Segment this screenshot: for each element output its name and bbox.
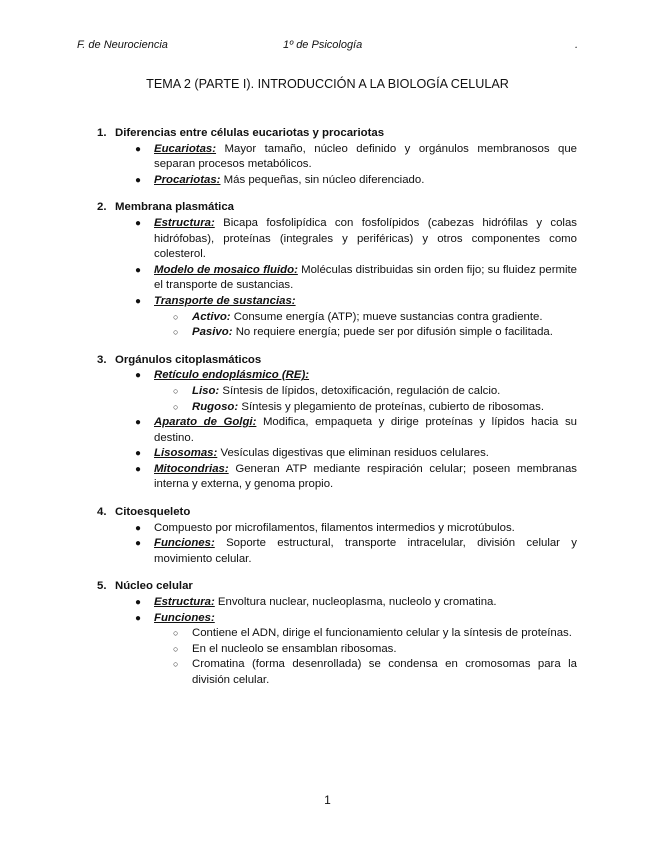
section-4 bbox=[97, 505, 577, 567]
item-text bbox=[192, 310, 577, 326]
disc-bullet-icon: ● bbox=[135, 448, 142, 460]
item-description: Soporte estructural, transporte intracelular, división celular y movimiento celular. bbox=[154, 537, 577, 565]
item-text bbox=[154, 216, 577, 263]
section-heading bbox=[97, 126, 577, 142]
list-item bbox=[135, 142, 577, 173]
list-item bbox=[135, 368, 577, 384]
header-course: 1º de Psicología bbox=[283, 39, 363, 51]
circle-bullet-icon: ○ bbox=[173, 385, 179, 396]
circle-bullet-icon: ○ bbox=[173, 311, 179, 322]
list-item bbox=[135, 216, 577, 263]
header-mark: . bbox=[574, 39, 578, 51]
item-label: Funciones: bbox=[154, 611, 215, 624]
item-description: Contiene el ADN, dirige el funcionamiento celular y la síntesis de proteínas. bbox=[192, 627, 572, 640]
item-text bbox=[154, 415, 577, 446]
bullet-list bbox=[135, 142, 577, 189]
item-label: Mitocondrias: bbox=[154, 462, 229, 475]
item-label: Pasivo: bbox=[192, 326, 233, 339]
item-text bbox=[154, 536, 577, 567]
disc-bullet-icon: ● bbox=[135, 174, 142, 186]
item-description: Modifica, empaqueta y dirige proteínas y lípidos hacia su destino. bbox=[154, 416, 577, 444]
list-item bbox=[135, 536, 577, 567]
list-item bbox=[135, 173, 577, 189]
item-description: Síntesis de lípidos, detoxificación, regulación de calcio. bbox=[219, 384, 501, 397]
item-label: Liso: bbox=[192, 384, 220, 397]
item-label: Transporte de sustancias: bbox=[154, 294, 296, 307]
disc-bullet-icon: ● bbox=[135, 370, 142, 382]
sub-list-item bbox=[173, 400, 577, 416]
item-label: Lisosomas: bbox=[154, 447, 218, 460]
item-description: Cromatina (forma desenrollada) se condensa en cromosomas para la división celular. bbox=[192, 658, 577, 686]
bullet-list bbox=[135, 521, 577, 568]
section-title: Orgánulos citoplasmáticos bbox=[115, 353, 262, 366]
disc-bullet-icon: ● bbox=[135, 143, 142, 155]
disc-bullet-icon: ● bbox=[135, 612, 142, 624]
item-label: Procariotas: bbox=[154, 173, 221, 186]
circle-bullet-icon: ○ bbox=[173, 401, 179, 412]
bullet-list bbox=[135, 216, 577, 341]
sub-list bbox=[173, 310, 577, 341]
item-description: Compuesto por microfilamentos, filamentos intermedios y microtúbulos. bbox=[154, 521, 515, 534]
sub-list bbox=[173, 626, 577, 688]
section-number: 3. bbox=[97, 353, 107, 366]
circle-bullet-icon: ○ bbox=[173, 659, 179, 670]
item-text bbox=[154, 611, 577, 627]
sub-list bbox=[173, 384, 577, 415]
item-text bbox=[154, 294, 577, 310]
item-label: Retículo endoplásmico (RE): bbox=[154, 369, 310, 382]
section-title: Núcleo celular bbox=[115, 580, 193, 593]
item-text bbox=[154, 595, 577, 611]
item-text bbox=[192, 626, 577, 642]
item-text bbox=[154, 142, 577, 173]
list-item bbox=[135, 446, 577, 462]
section-title: Membrana plasmática bbox=[115, 201, 235, 214]
item-description: Consume energía (ATP); mueve sustancias contra gradiente. bbox=[230, 310, 543, 323]
disc-bullet-icon: ● bbox=[135, 597, 142, 609]
item-text bbox=[192, 642, 577, 658]
item-label: Modelo de mosaico fluido: bbox=[154, 263, 298, 276]
disc-bullet-icon: ● bbox=[135, 417, 142, 429]
sub-list-item bbox=[173, 325, 577, 341]
sub-list-item bbox=[173, 626, 577, 642]
section-1 bbox=[97, 126, 577, 188]
section-2 bbox=[97, 200, 577, 340]
item-label: Eucariotas: bbox=[154, 142, 217, 155]
bullet-list bbox=[135, 595, 577, 689]
circle-bullet-icon: ○ bbox=[173, 628, 179, 639]
disc-bullet-icon: ● bbox=[135, 295, 142, 307]
list-item bbox=[135, 611, 577, 627]
header-faculty: F. de Neurociencia bbox=[77, 39, 168, 51]
list-item bbox=[135, 263, 577, 294]
document-title: TEMA 2 (PARTE I). INTRODUCCIÓN A LA BIOLOGÍA CELULAR bbox=[146, 77, 509, 91]
section-number: 2. bbox=[97, 201, 107, 214]
item-text bbox=[192, 325, 577, 341]
sub-list-item bbox=[173, 384, 577, 400]
item-text bbox=[154, 446, 577, 462]
sub-list-item bbox=[173, 642, 577, 658]
item-description: Envoltura nuclear, nucleoplasma, nucleolo y cromatina. bbox=[214, 596, 497, 609]
disc-bullet-icon: ● bbox=[135, 217, 142, 229]
item-text bbox=[154, 263, 577, 294]
section-heading bbox=[97, 200, 577, 216]
item-description: Bicapa fosfolipídica con fosfolípidos (cabezas hidrófilas y colas hidrófobas), proteínas (integrales y periféricas) y otros componentes como colesterol. bbox=[154, 216, 577, 261]
sub-list-item bbox=[173, 657, 577, 688]
item-text bbox=[154, 173, 577, 189]
item-description: Generan ATP mediante respiración celular; poseen membranas interna y externa, y genoma propio. bbox=[154, 462, 577, 491]
disc-bullet-icon: ● bbox=[135, 463, 142, 475]
document-body bbox=[97, 126, 577, 701]
item-label: Funciones: bbox=[154, 537, 215, 550]
sub-list-item bbox=[173, 310, 577, 326]
bullet-list bbox=[135, 368, 577, 493]
item-label: Activo: bbox=[192, 310, 231, 323]
page-number: 1 bbox=[324, 793, 331, 807]
section-title: Citoesqueleto bbox=[115, 506, 191, 519]
section-number: 5. bbox=[97, 580, 107, 593]
section-number: 1. bbox=[97, 127, 107, 139]
section-3 bbox=[97, 353, 577, 493]
item-label: Rugoso: bbox=[192, 400, 239, 413]
section-title: Diferencias entre células eucariotas y procariotas bbox=[115, 127, 385, 139]
item-description: Vesículas digestivas que eliminan residuos celulares. bbox=[217, 447, 489, 460]
item-text bbox=[192, 657, 577, 688]
section-number: 4. bbox=[97, 506, 107, 519]
circle-bullet-icon: ○ bbox=[173, 327, 179, 338]
item-label: Aparato de Golgi: bbox=[154, 416, 257, 429]
disc-bullet-icon: ● bbox=[135, 522, 142, 534]
item-text bbox=[192, 384, 577, 400]
item-text bbox=[192, 400, 577, 416]
item-description: No requiere energía; puede ser por difusión simple o facilitada. bbox=[232, 326, 553, 339]
item-description: Mayor tamaño, núcleo definido y orgánulos membranosos que separan procesos metabólicos. bbox=[154, 142, 577, 171]
item-description: Más pequeñas, sin núcleo diferenciado. bbox=[220, 173, 425, 186]
item-text bbox=[154, 368, 577, 384]
item-label: Estructura: bbox=[154, 216, 215, 229]
page-header bbox=[77, 39, 578, 53]
item-description: Síntesis y plegamiento de proteínas, cubierto de ribosomas. bbox=[238, 400, 545, 413]
circle-bullet-icon: ○ bbox=[173, 643, 179, 654]
item-description: En el nucleolo se ensamblan ribosomas. bbox=[192, 642, 397, 655]
item-label: Estructura: bbox=[154, 596, 215, 609]
item-description: Moléculas distribuidas sin orden fijo; su fluidez permite el transporte de sustancias. bbox=[154, 263, 578, 292]
section-heading bbox=[97, 579, 577, 595]
section-5 bbox=[97, 579, 577, 688]
disc-bullet-icon: ● bbox=[135, 538, 142, 550]
list-item bbox=[135, 294, 577, 310]
disc-bullet-icon: ● bbox=[135, 264, 142, 276]
list-item bbox=[135, 415, 577, 446]
item-text bbox=[154, 462, 577, 493]
item-text bbox=[154, 521, 577, 537]
list-item bbox=[135, 462, 577, 493]
section-heading bbox=[97, 505, 577, 521]
section-heading bbox=[97, 353, 577, 369]
list-item bbox=[135, 521, 577, 537]
list-item bbox=[135, 595, 577, 611]
